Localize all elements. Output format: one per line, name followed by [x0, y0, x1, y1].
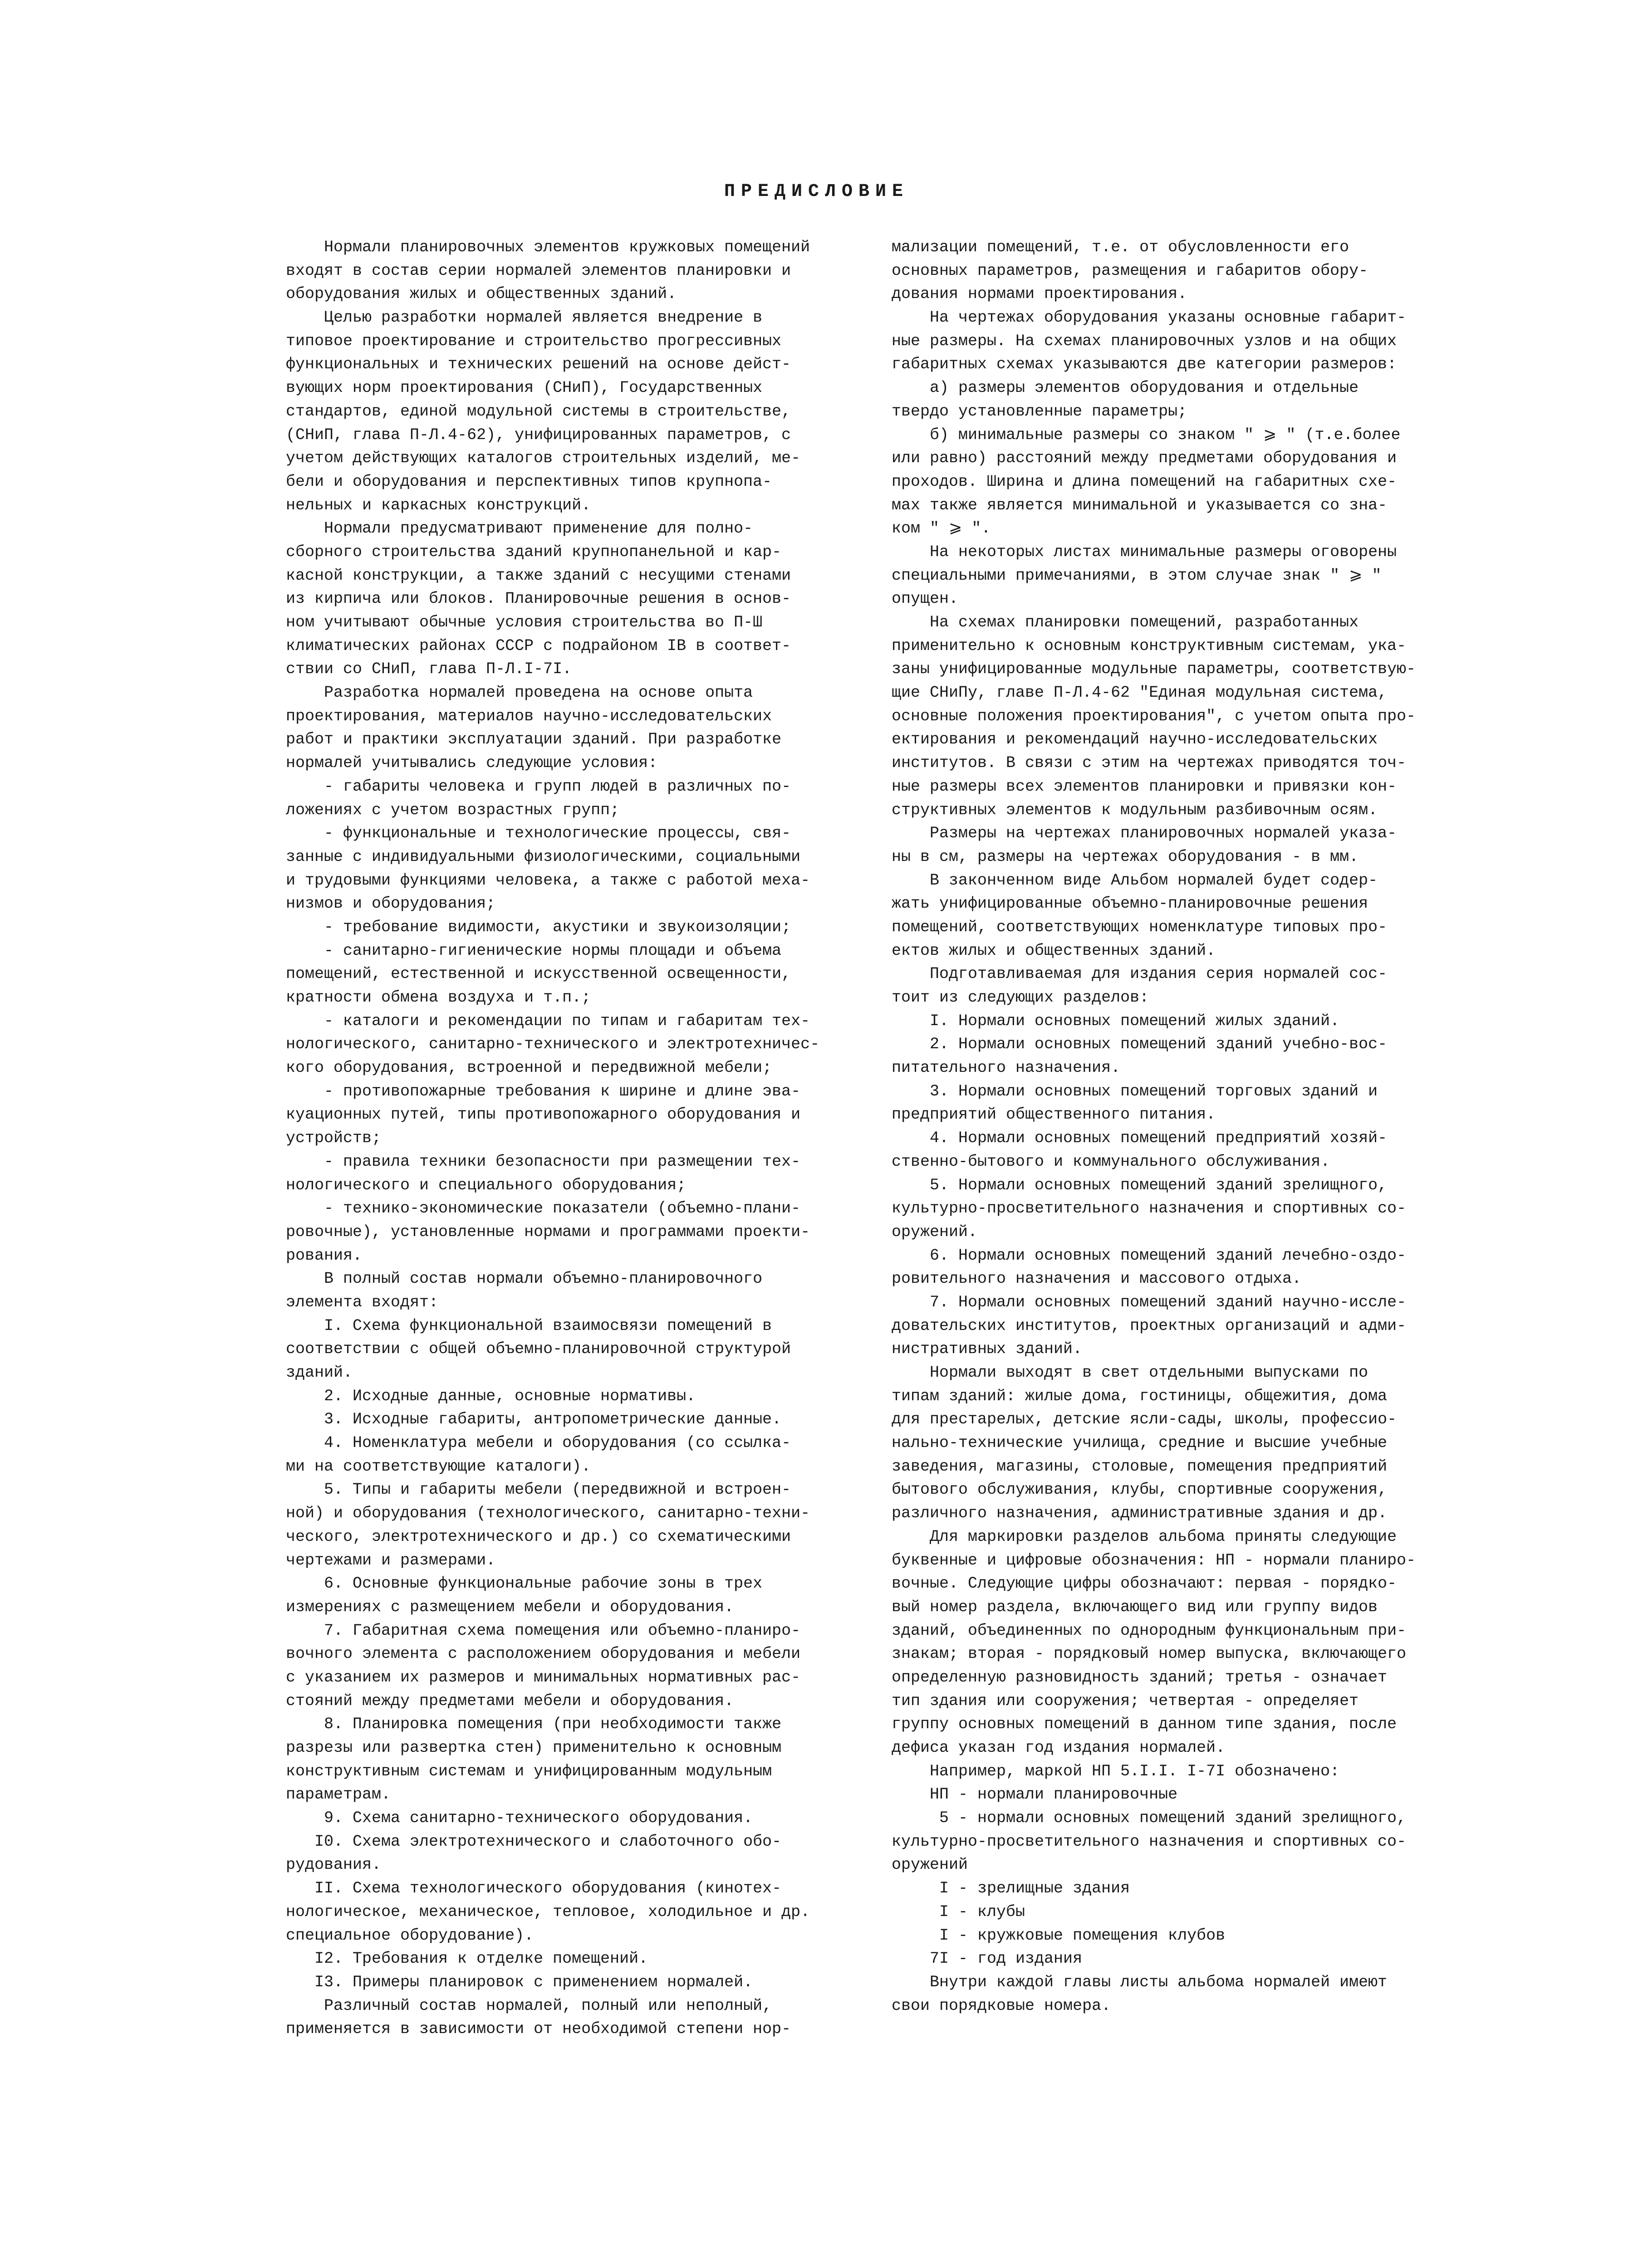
- text-line: заведения, магазины, столовые, помещения предприятий: [892, 1457, 1388, 1476]
- text-line: б) минимальные размеры со знаком " ⩾ " (т.е.более: [892, 425, 1401, 444]
- text-line: бели и оборудования и перспективных типов крупнопа-: [286, 472, 772, 491]
- text-line: разрезы или развертка стен) применительно к основным: [286, 1739, 782, 1757]
- text-line: Для маркировки разделов альбома приняты следующие: [892, 1527, 1397, 1546]
- text-line: ектов жилых и общественных зданий.: [892, 941, 1216, 960]
- text-line: На схемах планировки помещений, разработанных: [892, 613, 1359, 631]
- text-line: - требование видимости, акустики и звукоизоляции;: [286, 918, 791, 936]
- text-line: измерениях с размещением мебели и оборудования.: [286, 1598, 734, 1616]
- text-line: ческого, электротехнического и др.) со схематическими: [286, 1527, 791, 1546]
- text-line: специальными примечаниями, в этом случае знак " ⩾ ": [892, 566, 1382, 585]
- text-line: нистративных зданий.: [892, 1340, 1083, 1359]
- text-line: - противопожарные требования к ширине и длине эва-: [286, 1082, 801, 1100]
- text-line: I3. Примеры планировок с применением нормалей.: [286, 1973, 753, 1991]
- text-line: ные размеры. На схемах планировочных узлов и на общих: [892, 332, 1397, 350]
- text-line: стояний между предметами мебели и оборудования.: [286, 1691, 734, 1710]
- text-line: Размеры на чертежах планировочных нормалей указа-: [892, 824, 1397, 843]
- text-line: нормалей учитывались следующие условия:: [286, 754, 658, 772]
- text-line: - санитарно-гигиенические нормы площади и объема: [286, 941, 782, 960]
- text-line: параметрам.: [286, 1785, 391, 1804]
- text-line: НП - нормали планировочные: [892, 1785, 1178, 1804]
- right-text-column: [892, 236, 1450, 2018]
- text-line: ектирования и рекомендаций научно-исследовательских: [892, 730, 1378, 749]
- text-line: габаритных схемах указываются две категории размеров:: [892, 355, 1397, 374]
- text-line: вочного элемента с расположением оборудования и мебели: [286, 1645, 801, 1663]
- text-line: 8. Планировка помещения (при необходимости также: [286, 1715, 782, 1734]
- text-line: опущен.: [892, 590, 959, 608]
- text-line: куационных путей, типы противопожарного оборудования и: [286, 1105, 801, 1124]
- text-line: I. Схема функциональной взаимосвязи помещений в: [286, 1316, 772, 1335]
- text-line: 7. Габаритная схема помещения или объемно-планиро-: [286, 1621, 801, 1640]
- text-line: 2. Исходные данные, основные нормативы.: [286, 1387, 696, 1405]
- text-line: элемента входят:: [286, 1293, 439, 1311]
- text-line: конструктивным системам и унифицированным модульным: [286, 1762, 772, 1780]
- text-line: жать унифицированные объемно-планировочные решения: [892, 894, 1368, 913]
- text-line: 5. Типы и габариты мебели (передвижной и встроен-: [286, 1481, 791, 1499]
- text-line: культурно-просветительного назначения и спортивных со-: [892, 1832, 1407, 1851]
- text-line: рования.: [286, 1246, 363, 1265]
- text-line: касной конструкции, а также зданий с несущими стенами: [286, 566, 791, 585]
- text-line: учетом действующих каталогов строительных изделий, ме-: [286, 449, 801, 468]
- text-line: рудования.: [286, 1856, 382, 1874]
- text-line: щие СНиПу, главе П-Л.4-62 "Единая модульная система,: [892, 684, 1388, 702]
- text-line: 3. Исходные габариты, антропометрические данные.: [286, 1410, 782, 1429]
- text-line: и трудовыми функциями человека, а также с работой меха-: [286, 871, 810, 890]
- text-line: I. Нормали основных помещений жилых зданий.: [892, 1012, 1340, 1030]
- text-line: 7. Нормали основных помещений зданий научно-иссле-: [892, 1293, 1407, 1311]
- text-line: I0. Схема электротехнического и слаботочного обо-: [286, 1832, 782, 1851]
- text-line: бытового обслуживания, клубы, спортивные сооружения,: [892, 1481, 1388, 1499]
- text-line: вочные. Следующие цифры обозначают: первая - порядко-: [892, 1574, 1397, 1593]
- text-line: функциональных и технических решений на основе дейст-: [286, 355, 791, 374]
- text-line: В законченном виде Альбом нормалей будет содер-: [892, 871, 1378, 890]
- left-text-column: [286, 236, 821, 2041]
- text-line: знакам; вторая - порядковый номер выпуска, включающего: [892, 1645, 1407, 1663]
- text-line: Нормали выходят в свет отдельными выпусками по: [892, 1364, 1368, 1382]
- text-line: из кирпича или блоков. Планировочные решения в основ-: [286, 590, 791, 608]
- text-line: ровочные), установленные нормами и программами проекти-: [286, 1222, 810, 1241]
- text-line: дефиса указан год издания нормалей.: [892, 1739, 1226, 1757]
- text-line: Разработка нормалей проведена на основе опыта: [286, 684, 753, 702]
- text-line: культурно-просветительного назначения и спортивных со-: [892, 1199, 1407, 1218]
- text-line: нально-технические училища, средние и высшие учебные: [892, 1434, 1388, 1452]
- text-line: Целью разработки нормалей является внедрение в: [286, 308, 763, 327]
- text-line: 5 - нормали основных помещений зданий зрелищного,: [892, 1809, 1407, 1828]
- text-line: основных параметров, размещения и габаритов обору-: [892, 261, 1368, 280]
- text-line: - технико-экономические показатели (объемно-плани-: [286, 1199, 801, 1218]
- text-line: буквенные и цифровые обозначения: НП - нормали планиро-: [892, 1551, 1416, 1569]
- text-line: вый номер раздела, включающего вид или группу видов: [892, 1598, 1378, 1616]
- text-line: вующих норм проектирования (СНиП), Государственных: [286, 379, 763, 397]
- text-line: помещений, естественной и искусственной освещенности,: [286, 965, 791, 983]
- text-line: основные положения проектирования", с учетом опыта про-: [892, 707, 1416, 725]
- text-line: применяется в зависимости от необходимой степени нор-: [286, 2020, 791, 2038]
- text-line: мах также является минимальной и указывается со зна-: [892, 496, 1388, 514]
- text-line: 2. Нормали основных помещений зданий учебно-вос-: [892, 1035, 1388, 1054]
- text-line: занные с индивидуальными физиологическими, социальными: [286, 847, 801, 866]
- text-line: - габариты человека и групп людей в различных по-: [286, 777, 791, 796]
- text-line: нельных и каркасных конструкций.: [286, 496, 591, 514]
- text-line: группу основных помещений в данном типе здания, после: [892, 1715, 1397, 1734]
- text-line: I - кружковые помещения клубов: [892, 1926, 1226, 1945]
- text-line: оружений.: [892, 1222, 978, 1241]
- text-line: низмов и оборудования;: [286, 894, 496, 913]
- text-line: климатических районах СССР с подрайоном IВ в соответ-: [286, 636, 791, 655]
- text-line: сборного строительства зданий крупнопанельной и кар-: [286, 543, 782, 561]
- text-line: мализации помещений, т.е. от обусловленности его: [892, 238, 1349, 256]
- text-line: 6. Основные функциональные рабочие зоны в трех: [286, 1574, 763, 1593]
- text-line: Нормали планировочных элементов кружковых помещений: [286, 238, 810, 256]
- text-line: нологическое, механическое, тепловое, холодильное и др.: [286, 1902, 810, 1921]
- text-line: нологического и специального оборудования;: [286, 1176, 687, 1194]
- text-line: специальное оборудование).: [286, 1926, 534, 1945]
- text-line: На некоторых листах минимальные размеры оговорены: [892, 543, 1397, 561]
- text-line: тип здания или сооружения; четвертая - определяет: [892, 1691, 1359, 1710]
- text-line: (СНиП, глава П-Л.4-62), унифицированных параметров, с: [286, 425, 791, 444]
- text-line: ровительного назначения и массового отдыха.: [892, 1270, 1302, 1288]
- text-line: свои порядковые номера.: [892, 1996, 1111, 2015]
- text-line: оборудования жилых и общественных зданий.: [286, 285, 677, 303]
- text-line: ми на соответствующие каталоги).: [286, 1457, 591, 1476]
- text-line: структивных элементов к модульным разбивочным осям.: [892, 801, 1378, 819]
- text-line: с указанием их размеров и минимальных нормативных рас-: [286, 1668, 801, 1686]
- text-line: институтов. В связи с этим на чертежах приводятся точ-: [892, 754, 1407, 772]
- text-line: I - зрелищные здания: [892, 1879, 1130, 1898]
- text-line: 7I - год издания: [892, 1950, 1083, 1968]
- text-line: определенную разновидность зданий; третья - означает: [892, 1668, 1388, 1686]
- text-line: тоит из следующих разделов:: [892, 988, 1149, 1007]
- text-line: оружений: [892, 1856, 968, 1874]
- text-line: различного назначения, административные здания и др.: [892, 1504, 1388, 1523]
- text-line: ственно-бытового и коммунального обслуживания.: [892, 1152, 1330, 1171]
- text-line: проходов. Ширина и длина помещений на габаритных схе-: [892, 472, 1397, 491]
- text-line: 4. Нормали основных помещений предприятий хозяй-: [892, 1129, 1388, 1148]
- text-line: для престарелых, детские ясли-сады, школы, профессио-: [892, 1410, 1397, 1429]
- text-line: ложениях с учетом возрастных групп;: [286, 801, 620, 819]
- text-line: Например, маркой НП 5.I.I. I-7I обозначено:: [892, 1762, 1340, 1780]
- text-line: помещений, соответствующих номенклатуре типовых про-: [892, 918, 1388, 936]
- text-line: устройств;: [286, 1129, 382, 1148]
- text-line: Подготавливаемая для издания серия нормалей сос-: [892, 965, 1388, 983]
- text-line: питательного назначения.: [892, 1059, 1121, 1077]
- text-line: типовое проектирование и строительство прогрессивных: [286, 332, 782, 350]
- text-line: а) размеры элементов оборудования и отдельные: [892, 379, 1359, 397]
- text-line: проектирования, материалов научно-исследовательских: [286, 707, 772, 725]
- text-line: II. Схема технологического оборудования (кинотех-: [286, 1879, 782, 1898]
- text-line: входят в состав серии нормалей элементов планировки и: [286, 261, 791, 280]
- text-line: - правила техники безопасности при размещении тех-: [286, 1152, 801, 1171]
- text-line: Различный состав нормалей, полный или неполный,: [286, 1996, 772, 2015]
- text-line: заны унифицированные модульные параметры, соответствую-: [892, 660, 1416, 679]
- text-line: - функциональные и технологические процессы, свя-: [286, 824, 791, 843]
- text-line: 6. Нормали основных помещений зданий лечебно-оздо-: [892, 1246, 1407, 1265]
- text-line: На чертежах оборудования указаны основные габарит-: [892, 308, 1407, 327]
- text-line: чертежами и размерами.: [286, 1551, 496, 1569]
- text-line: дования нормами проектирования.: [892, 285, 1187, 303]
- text-line: 3. Нормали основных помещений торговых зданий и: [892, 1082, 1378, 1100]
- text-line: ные размеры всех элементов планировки и привязки кон-: [892, 777, 1397, 796]
- text-line: зданий.: [286, 1364, 353, 1382]
- text-line: нологического, санитарно-технического и электротехничес-: [286, 1035, 820, 1054]
- text-line: 4. Номенклатура мебели и оборудования (со ссылка-: [286, 1434, 791, 1452]
- text-line: В полный состав нормали объемно-планировочного: [286, 1270, 763, 1288]
- text-line: или равно) расстояний между предметами оборудования и: [892, 449, 1397, 468]
- text-line: применительно к основным конструктивным системам, ука-: [892, 636, 1407, 655]
- text-line: соответствии с общей объемно-планировочной структурой: [286, 1340, 791, 1359]
- text-line: Внутри каждой главы листы альбома нормалей имеют: [892, 1973, 1388, 1991]
- text-line: кратности обмена воздуха и т.п.;: [286, 988, 591, 1007]
- text-line: Нормали предусматривают применение для полно-: [286, 519, 753, 538]
- text-line: 5. Нормали основных помещений зданий зрелищного,: [892, 1176, 1388, 1194]
- text-line: - каталоги и рекомендации по типам и габаритам тех-: [286, 1012, 810, 1030]
- text-line: I2. Требования к отделке помещений.: [286, 1950, 648, 1968]
- text-line: предприятий общественного питания.: [892, 1105, 1216, 1124]
- text-line: ном учитывают обычные условия строительства во П-Ш: [286, 613, 763, 631]
- text-line: зданий, объединенных по однородным функциональным при-: [892, 1621, 1407, 1640]
- text-line: довательских институтов, проектных организаций и адми-: [892, 1316, 1407, 1335]
- text-line: ны в см, размеры на чертежах оборудования - в мм.: [892, 847, 1359, 866]
- text-line: работ и практики эксплуатации зданий. При разработке: [286, 730, 782, 749]
- page-title: ПРЕДИСЛОВИЕ: [724, 181, 909, 202]
- text-line: ной) и оборудования (технологического, санитарно-техни-: [286, 1504, 810, 1523]
- text-line: стандартов, единой модульной системы в строительстве,: [286, 402, 791, 420]
- text-line: кого оборудования, встроенной и передвижной мебели;: [286, 1059, 772, 1077]
- text-line: I - клубы: [892, 1902, 1025, 1921]
- text-line: ком " ⩾ ".: [892, 519, 991, 538]
- text-line: типам зданий: жилые дома, гостиницы, общежития, дома: [892, 1387, 1388, 1405]
- text-line: ствии со СНиП, глава П-Л.I-7I.: [286, 660, 572, 679]
- text-line: твердо установленные параметры;: [892, 402, 1187, 420]
- text-line: 9. Схема санитарно-технического оборудования.: [286, 1809, 753, 1828]
